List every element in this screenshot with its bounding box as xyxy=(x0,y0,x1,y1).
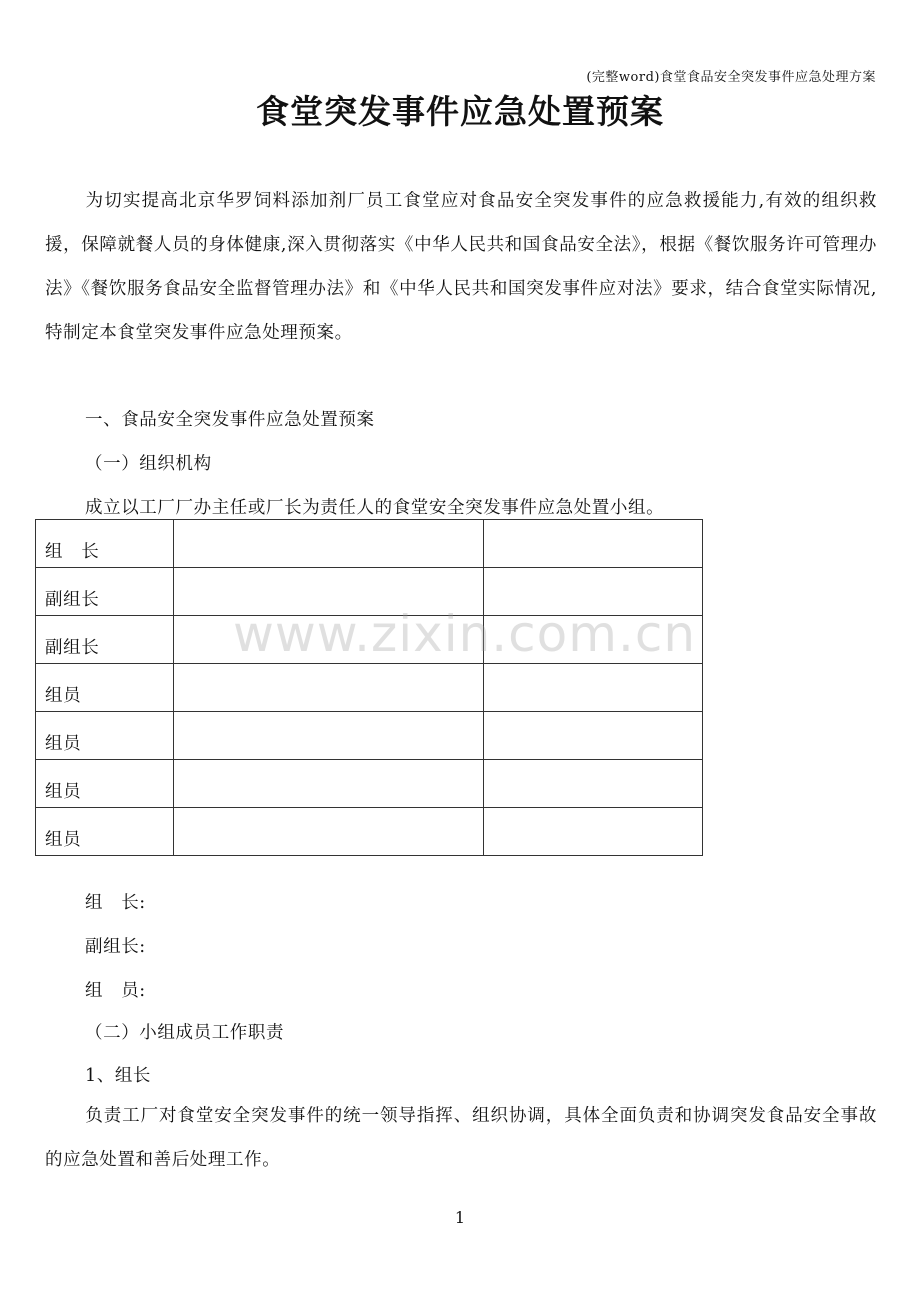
role-cell: 组员 xyxy=(36,712,174,760)
document-title: 食堂突发事件应急处置预案 xyxy=(256,92,664,131)
name-cell xyxy=(174,664,484,712)
deputy-line: 副组长: xyxy=(85,937,146,957)
role-cell: 组员 xyxy=(36,808,174,856)
page-number: 1 xyxy=(454,1208,466,1227)
role-cell: 副组长 xyxy=(36,568,174,616)
table-row xyxy=(36,520,703,568)
name-cell xyxy=(174,520,484,568)
role-cell: 组 长 xyxy=(36,520,174,568)
name-cell xyxy=(174,712,484,760)
contact-cell xyxy=(484,760,703,808)
member-line: 组 员: xyxy=(85,981,146,1001)
intro-text: 为切实提高北京华罗饲料添加剂厂员工食堂应对食品安全突发事件的应急救援能力,有效的组织救援，保障就餐人员的身体健康,深入贯彻落实《中华人民共和国食品安全法》，根据《餐饮服务许可管理办法》《餐饮服务食品安全监督管理办法》和《中华人民共和国突发事件应对法》要求，结合食堂实际情况,特制定本食堂突发事件应急处理预案。 xyxy=(45,191,877,343)
sub1-heading: （一）组织机构 xyxy=(85,454,212,474)
item1-text: 负责工厂对食堂安全突发事件的统一领导指挥、组织协调，具体全面负责和协调突发食品安全事故的应急处置和善后处理工作。 xyxy=(45,1106,877,1170)
role-cell: 副组长 xyxy=(36,616,174,664)
leader-line: 组 长: xyxy=(85,893,146,913)
name-cell xyxy=(174,808,484,856)
item1-heading: 1、组长 xyxy=(85,1066,152,1086)
org-table xyxy=(35,519,703,856)
table-row xyxy=(36,760,703,808)
role-cell: 组员 xyxy=(36,664,174,712)
contact-cell xyxy=(484,712,703,760)
intro-paragraph xyxy=(45,179,877,355)
contact-cell xyxy=(484,664,703,712)
watermark: www.zixin.com.cn xyxy=(233,605,697,663)
contact-cell xyxy=(484,520,703,568)
table-row xyxy=(36,808,703,856)
contact-cell xyxy=(484,808,703,856)
item1-paragraph xyxy=(45,1094,877,1182)
sub1-text: 成立以工厂厂办主任或厂长为责任人的食堂安全突发事件应急处置小组。 xyxy=(85,498,665,518)
name-cell xyxy=(174,760,484,808)
role-cell: 组员 xyxy=(36,760,174,808)
table-row xyxy=(36,712,703,760)
table-row xyxy=(36,664,703,712)
section1-heading: 一、食品安全突发事件应急处置预案 xyxy=(85,410,375,430)
running-header: (完整word)食堂食品安全突发事件应急处理方案 xyxy=(586,70,876,85)
sub2-heading: （二）小组成员工作职责 xyxy=(85,1023,285,1043)
